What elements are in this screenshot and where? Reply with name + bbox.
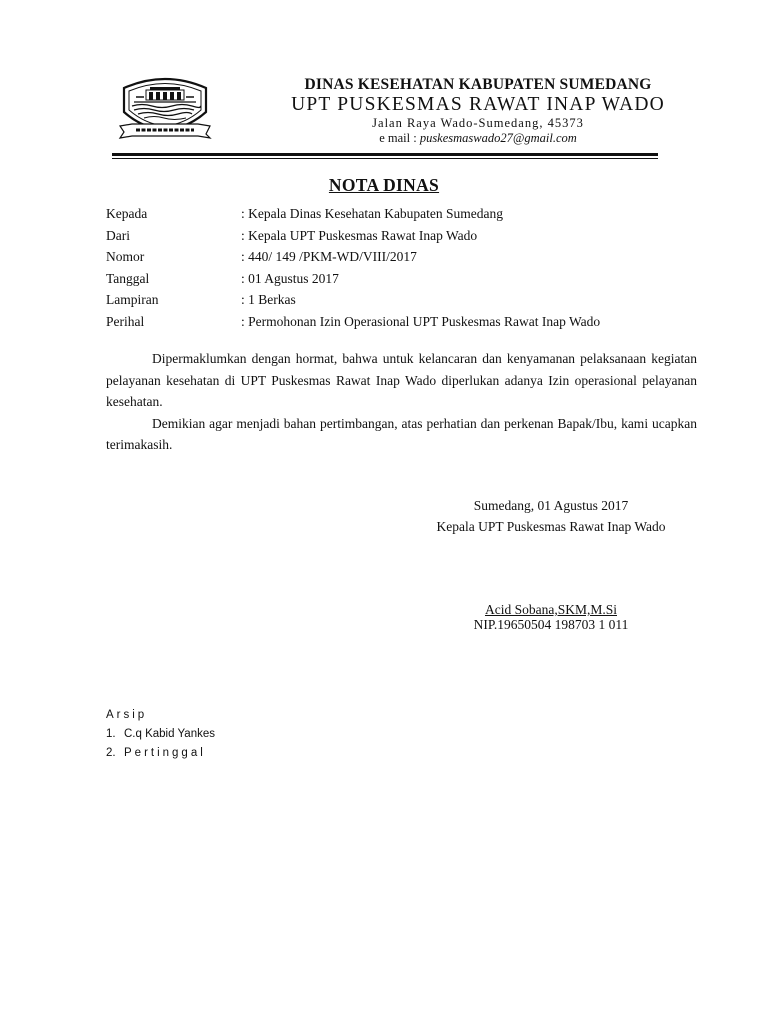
field-value: : 1 Berkas [241, 292, 296, 308]
archive-item-text: Pertinggal [124, 747, 206, 759]
field-value: : 440/ 149 /PKM-WD/VIII/2017 [241, 249, 417, 265]
field-value: : Kepala UPT Puskesmas Rawat Inap Wado [241, 227, 478, 243]
email-label: e mail : [379, 131, 420, 145]
place-date: Sumedang, 01 Agustus 2017 [473, 498, 629, 513]
signer-name: Acid Sobana,SKM,M.Si [484, 602, 617, 617]
agency-name: DINAS KESEHATAN KABUPATEN SUMEDANG [304, 76, 652, 93]
signer-position: Kepala UPT Puskesmas Rawat Inap Wado [436, 519, 666, 534]
body-paragraph: Dipermaklumkan dengan hormat, bahwa untuk kelancaran dan kenyamanan pelaksanaan kegiatan pelayanan kesehatan di UPT Puskesmas Rawat Inap Wado diperlukan adanya Izin operasional pelayanan kesehatan. [106, 351, 697, 410]
body-paragraph: Demikian agar menjadi bahan pertimbangan, atas perhatian dan perkenan Bapak/Ibu, kami ucapkan terimakasih. [106, 415, 697, 453]
email-line [208, 131, 748, 146]
archive-item-number: 2. [106, 747, 116, 759]
letterhead [208, 76, 748, 146]
letter-body [106, 348, 697, 456]
sumedang-crest-icon [118, 74, 212, 140]
archive-heading: Arsip [106, 709, 148, 721]
archive-item-number: 1. [106, 728, 116, 740]
email-address: puskesmaswado27@gmail.com [419, 131, 577, 145]
signer-name-line [420, 602, 682, 618]
letterhead-thin-rule [112, 158, 658, 159]
field-label: Nomor [106, 249, 145, 265]
field-label: Perihal [106, 313, 145, 329]
field-label: Tanggal [106, 270, 150, 286]
field-label: Kepada [106, 206, 148, 221]
archive-item-text: C.q Kabid Yankes [124, 728, 215, 740]
address: Jalan Raya Wado-Sumedang, 45373 [372, 116, 584, 130]
letterhead-thick-rule [112, 153, 658, 156]
field-value: : 01 Agustus 2017 [241, 270, 339, 286]
signer-nip: NIP.19650504 198703 1 011 [473, 617, 629, 632]
archive-item [106, 725, 215, 744]
archive-list [106, 706, 215, 763]
unit-name: UPT PUSKESMAS RAWAT INAP WADO [291, 94, 665, 115]
field-value: : Permohonan Izin Operasional UPT Puskesmas Rawat Inap Wado [241, 313, 601, 329]
archive-item [106, 744, 215, 763]
document-title: NOTA DINAS [328, 175, 440, 195]
field-label: Dari [106, 227, 130, 243]
field-value: : Kepala Dinas Kesehatan Kabupaten Sumedang [241, 206, 504, 221]
field-label: Lampiran [106, 292, 159, 308]
